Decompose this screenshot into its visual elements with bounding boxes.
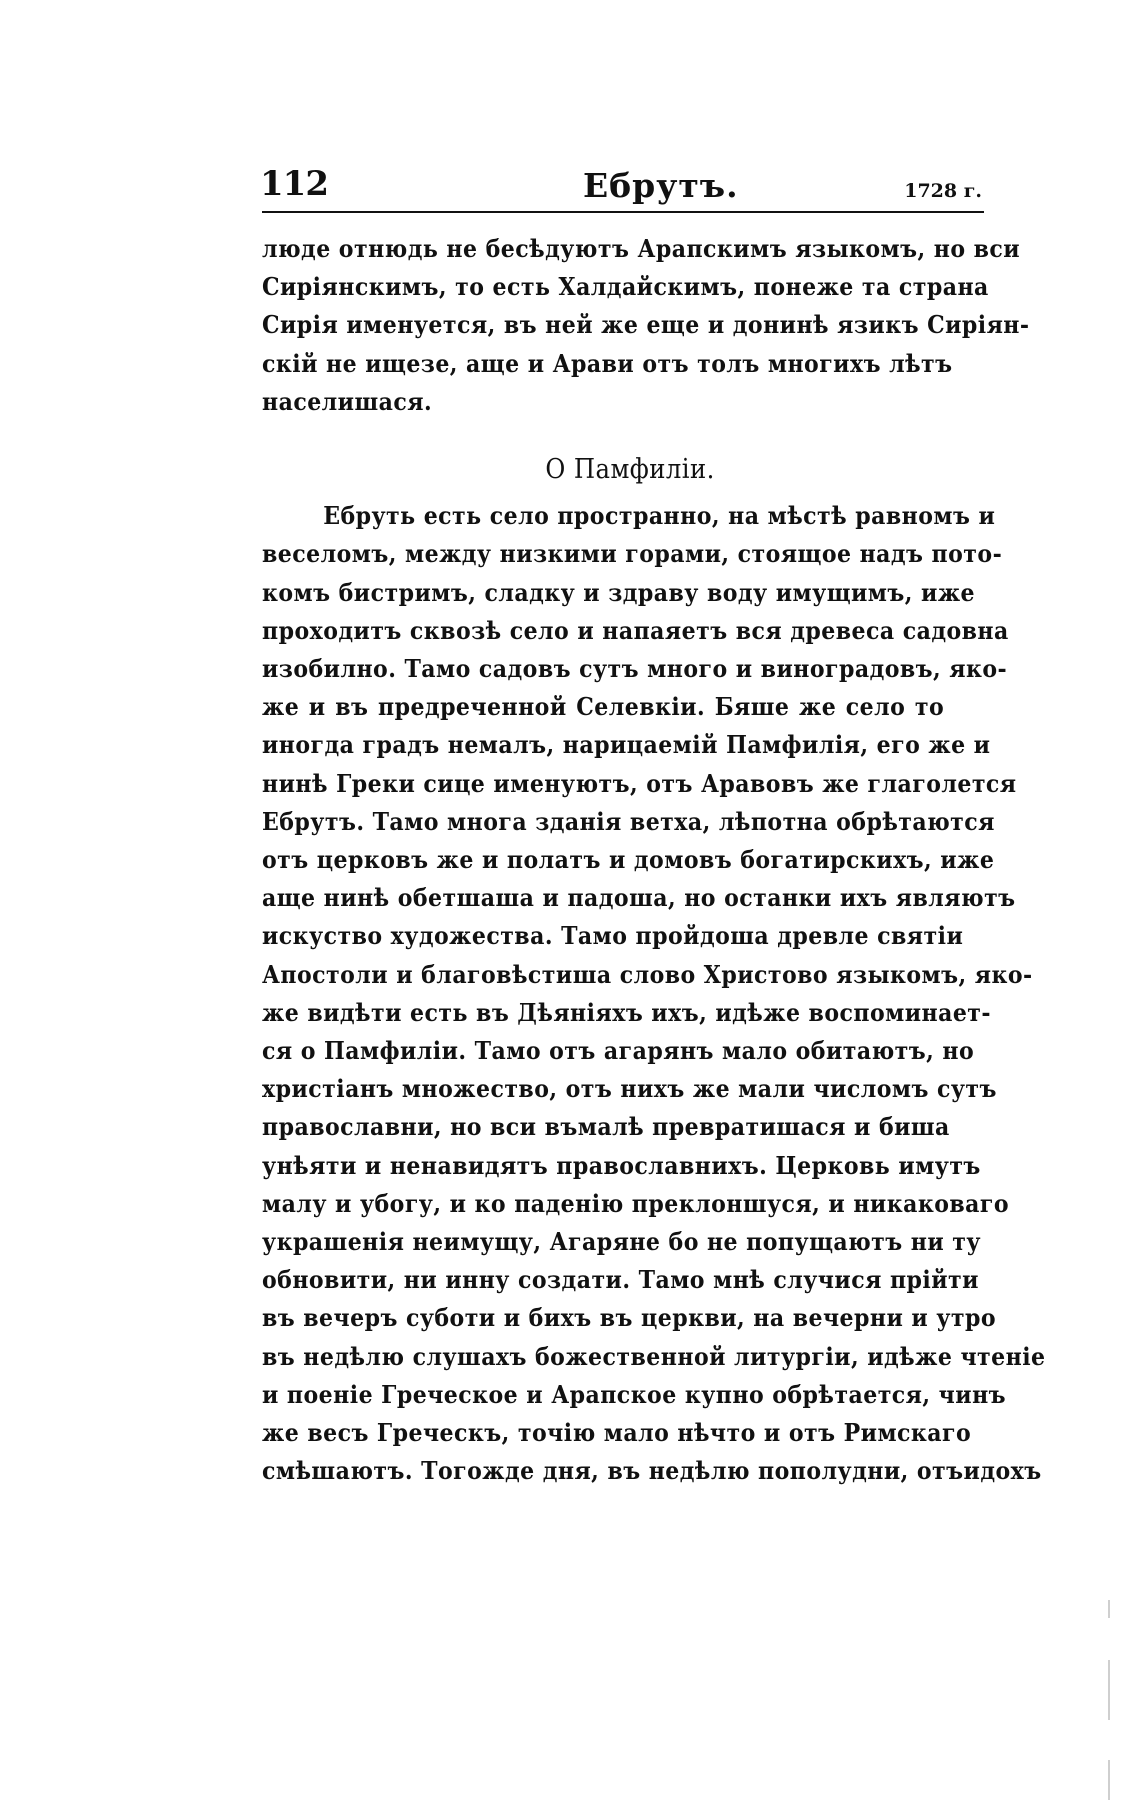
header-year: 1728 г. <box>904 180 982 202</box>
text-line: же весъ Греческъ, точію мало нѣчто и отъ Римскаго <box>262 1418 972 1448</box>
text-line: населишася. <box>262 386 433 416</box>
section-title-text: О Памфиліи. <box>545 454 715 486</box>
text-line: и поеніе Греческое и Арапское купно обрѣтается, чинъ <box>262 1379 1007 1409</box>
text-line: скій не ищезе, аще и Арави отъ толъ многихъ лѣтъ <box>262 348 953 378</box>
text-line: искуство художества. Тамо пройдоша древле святіи <box>262 921 964 951</box>
scan-edge-mark <box>1108 1600 1110 1618</box>
text-line: комъ бистримъ, сладку и здраву воду имущимъ, иже <box>262 577 976 607</box>
page-number: 112 <box>260 164 328 204</box>
body-text <box>262 230 1046 1491</box>
text-line: веселомъ, между низкими горами, стоящое надъ пото- <box>262 539 1003 569</box>
text-line: обновити, ни инну создати. Тамо мнѣ случися прійти <box>262 1265 979 1295</box>
section-title <box>262 451 944 489</box>
text-line: иногда градъ немалъ, нарицаемій Памфилія, его же и <box>262 730 991 760</box>
header-rule <box>262 211 984 213</box>
scan-edge-mark <box>1108 1660 1110 1720</box>
text-line: же и въ предреченной Селевкіи. Бяше же село то <box>262 692 945 722</box>
text-line: же видѣти есть въ Дѣяніяхъ ихъ, идѣже воспоминает- <box>262 997 992 1027</box>
text-line: христіанъ множество, отъ нихъ же мали числомъ сутъ <box>262 1074 997 1104</box>
text-line: Сиріянскимъ, то есть Халдайскимъ, понеже та страна <box>262 272 989 302</box>
running-title: Ебрутъ. <box>583 166 739 205</box>
text-line: ся о Памфиліи. Тамо отъ агарянъ мало обитаютъ, но <box>262 1036 975 1066</box>
paragraph-continued <box>262 230 1030 421</box>
text-line: смѣшаютъ. Тогожде дня, въ недѣлю пополудни, отъидохъ <box>262 1456 1042 1486</box>
page-header <box>260 158 982 210</box>
text-line: Ебруть есть село пространно, на мѣстѣ равномъ и <box>323 501 996 531</box>
text-line: Сирія именуется, въ ней же еще и донинѣ язикъ Сиріян- <box>262 310 1030 340</box>
text-line: въ вечеръ суботи и бихъ въ церкви, на вечерни и утро <box>262 1303 997 1333</box>
text-line: нинѣ Греки сице именуютъ, отъ Аравовъ же глаголется <box>262 768 1017 798</box>
scan-edge-mark <box>1108 1760 1110 1800</box>
text-line: Апостоли и благовѣстиша слово Христово языкомъ, яко- <box>262 959 1033 989</box>
text-line: проходитъ сквозѣ село и напаяетъ вся древеса садовна <box>262 615 1009 645</box>
paragraph-pamphylia <box>262 497 1046 1490</box>
text-line: отъ церковъ же и полатъ и домовъ богатирскихъ, иже <box>262 845 995 875</box>
text-line: украшенія неимущу, Агаряне бо не попущаютъ ни ту <box>262 1227 981 1257</box>
text-line: въ недѣлю слушахъ божественной литургіи, идѣже чтеніе <box>262 1341 1046 1371</box>
text-line: малу и убогу, и ко паденію преклоншуся, и никаковаго <box>262 1188 1009 1218</box>
text-line: православни, но вси въмалѣ превратишася и биша <box>262 1112 950 1142</box>
text-line: унѣяти и ненавидятъ православнихъ. Церковь имутъ <box>262 1150 981 1180</box>
text-line: люде отнюдь не бесѣдуютъ Арапскимъ языкомъ, но вси <box>262 234 1021 263</box>
text-line: Ебрутъ. Тамо многа зданія ветха, лѣпотна обрѣтаются <box>262 806 995 836</box>
text-line: аще нинѣ обетшаша и падоша, но останки ихъ являютъ <box>262 883 1016 913</box>
text-line: изобилно. Тамо садовъ сутъ много и виноградовъ, яко- <box>262 654 1008 684</box>
